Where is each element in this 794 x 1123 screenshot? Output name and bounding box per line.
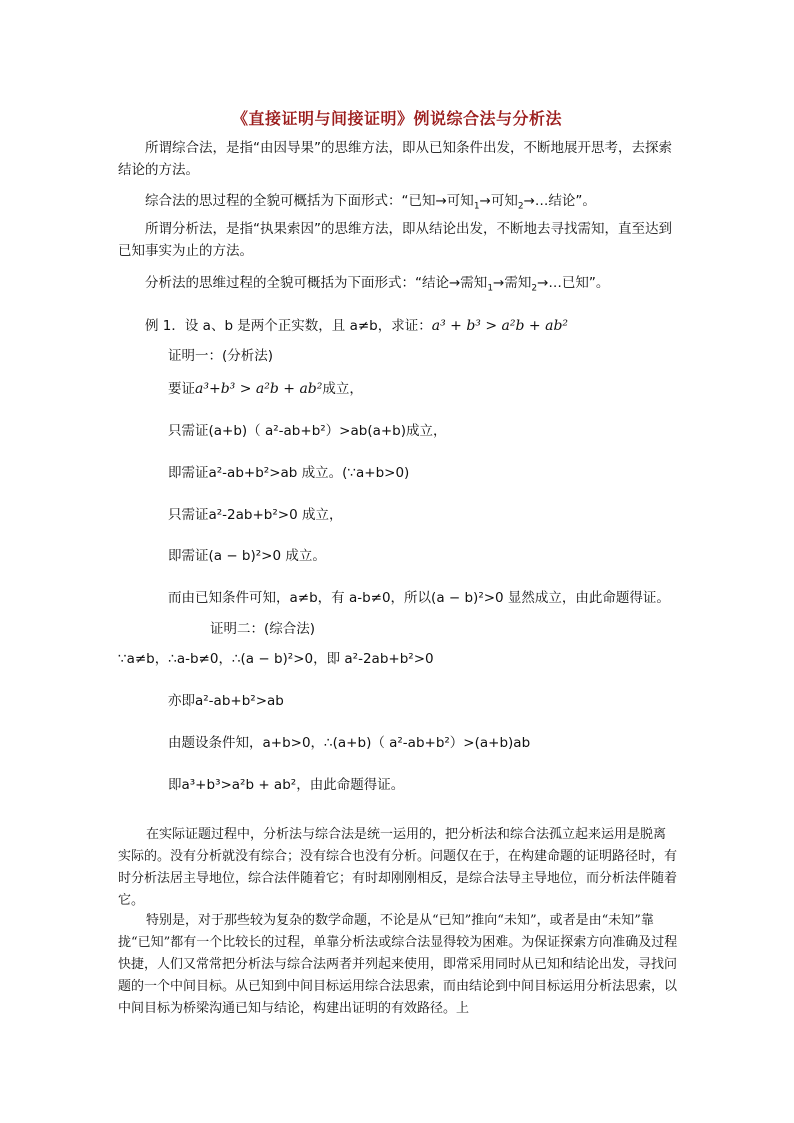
proof1-step-5: 即需证(a − b)²>0 成立。 <box>168 548 326 564</box>
proof1-step-1 <box>168 378 363 400</box>
subscript: 2 <box>531 283 538 294</box>
discussion-paragraph-1: 在实际证题过程中，分析法与综合法是统一运用的，把分析法和综合法孤立起来运用是脱离实际的。没有分析就没有综合；没有综合也没有分析。问题仅在于，在构建命题的证明路径时，有时分析法居主导地位，综合法伴随着它；有时却刚刚相反，是综合法导主导地位，而分析法伴随着它。 <box>118 827 678 908</box>
step-text: 要证 <box>168 381 195 397</box>
proof2-step-3: 由题设条件知，a+b>0，∴(a+b)（ a²-ab+b²）>(a+b)ab <box>168 735 531 751</box>
example-heading-text: 例 1．设 a、b 是两个正实数，且 a≠b，求证： <box>145 318 432 334</box>
step-text: 成立， <box>322 381 363 397</box>
step-formula: a³+b³ > a²b + ab² <box>195 381 323 397</box>
subscript: 1 <box>473 201 480 212</box>
intro-paragraph-1: 所谓综合法，是指“由因导果”的思维方法，即从已知条件出发，不断地展开思考，去探索结论的方法。 <box>118 140 672 178</box>
proof2-step-2: 亦即a²-ab+b²>ab <box>168 693 284 709</box>
discussion-paragraph-2: 特别是，对于那些较为复杂的数学命题，不论是从“已知”推向“未知”，或者是由“未知”靠拢“已知”都有一个比较长的过程，单靠分析法或综合法显得较为困难。为保证探索方向准确及过程快捷，人们又常常把分析法与综合法两者并列起来使用，即常采用同时从已知和结论出发，寻找问题的一个中间目标。从已知到中间目标运用综合法思索，而由结论到中间目标运用分析法思索，以中间目标为桥梁沟通已知与结论，构建出证明的有效路径。上 <box>118 913 678 1016</box>
proof2-label: 证明二：(综合法) <box>210 621 316 637</box>
intro-p2-text: →可知 <box>479 193 518 209</box>
intro-p4-text: 分析法的思维过程的全貌可概括为下面形式：“结论→需知 <box>145 275 488 291</box>
proof1-step-3: 即需证a²-ab+b²>ab 成立。(∵a+b>0) <box>168 465 410 481</box>
proof1-step-2: 只需证(a+b)（ a²-ab+b²）>ab(a+b)成立， <box>168 423 447 439</box>
page-title: 《直接证明与间接证明》例说综合法与分析法 <box>231 109 562 128</box>
example-heading <box>145 315 685 337</box>
intro-p4-text: →…已知”。 <box>537 275 610 291</box>
proof2-step-4: 即a³+b³>a²b + ab²，由此命题得证。 <box>168 777 405 793</box>
subscript: 2 <box>517 201 524 212</box>
intro-paragraph-2 <box>145 190 685 218</box>
proof1-label: 证明一：(分析法) <box>168 348 274 364</box>
proof1-step-4: 只需证a²-2ab+b²>0 成立， <box>168 507 343 523</box>
proof2-step-1: ∵a≠b，∴a-b≠0，∴(a − b)²>0，即 a²-2ab+b²>0 <box>118 651 434 667</box>
intro-paragraph-3: 所谓分析法，是指“执果索因”的思维方法，即从结论出发，不断地去寻找需知，直至达到已知事实为止的方法。 <box>118 221 672 259</box>
intro-p4-text: →需知 <box>493 275 532 291</box>
example-heading-formula: a³ + b³ > a²b + ab² <box>431 318 569 334</box>
intro-p2-text: 综合法的思过程的全貌可概括为下面形式：“已知→可知 <box>145 193 474 209</box>
intro-p2-text: →…结论”。 <box>523 193 596 209</box>
proof1-step-6: 而由已知条件可知，a≠b，有 a-b≠0，所以(a − b)²>0 显然成立，由此命题得证。 <box>168 590 670 606</box>
intro-paragraph-4 <box>145 272 685 300</box>
subscript: 1 <box>487 283 494 294</box>
